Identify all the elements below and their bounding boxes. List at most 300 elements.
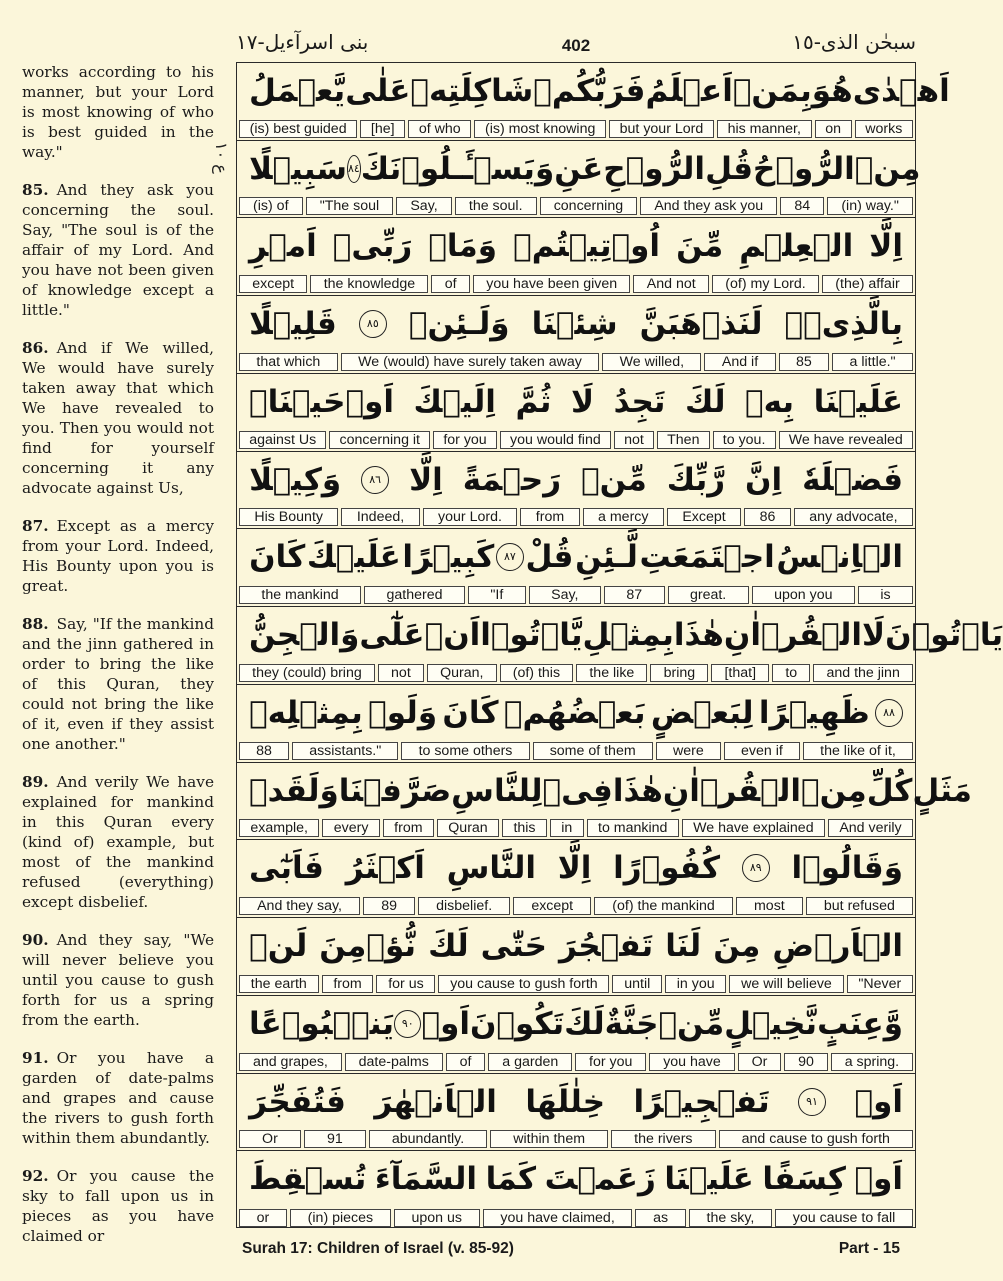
english-gloss-cell: Quran,: [427, 664, 497, 682]
arabic-word: خِلٰلَهَا: [525, 1083, 606, 1120]
english-gloss-cell: even if: [724, 742, 800, 760]
verse-number: 88.: [22, 615, 49, 633]
arabic-word: بِمَنۡ: [732, 73, 812, 109]
verse-row: [237, 296, 915, 374]
arabic-word: نُّؤۡمِنَ: [319, 928, 417, 965]
english-gloss-cell: we will believe: [729, 975, 843, 993]
arabic-word: لَنَذۡهَبَنَّ: [639, 306, 763, 343]
english-gloss-cell: in you: [665, 975, 726, 993]
english-gloss-cell: and grapes,: [239, 1053, 342, 1071]
english-gloss-cell: for you: [433, 431, 497, 449]
english-gloss-line: [239, 897, 913, 915]
english-gloss-cell: except: [239, 275, 307, 293]
english-gloss-cell: on: [815, 120, 852, 138]
english-gloss-line: [239, 1053, 913, 1071]
translation-text: Say, "If the mankind and the jinn gathered in order to bring the like of this Quran, they could not bring the like of it, even if they assist one another.": [22, 615, 214, 753]
english-gloss-cell: Then: [657, 431, 710, 449]
english-gloss-cell: most: [736, 897, 803, 915]
english-gloss-cell: you cause to fall: [775, 1209, 913, 1227]
translation-paragraph: [22, 62, 214, 162]
english-gloss-cell: the like of it,: [803, 742, 913, 760]
english-gloss-cell: for us: [376, 975, 435, 993]
arabic-word: مِنۡ: [854, 150, 921, 187]
english-gloss-cell: works: [855, 120, 913, 138]
english-gloss-cell: the rivers: [611, 1130, 715, 1148]
english-gloss-cell: but your Lord: [609, 120, 714, 138]
ayah-marker: ٨٦: [361, 466, 389, 494]
english-gloss-cell: His Bounty: [239, 508, 338, 526]
english-gloss-line: [239, 664, 913, 682]
arabic-word: اَوۡ: [854, 1161, 903, 1198]
english-gloss-line: [239, 819, 913, 837]
verse-number: 85.: [22, 181, 49, 199]
english-gloss-cell: from: [520, 508, 579, 526]
english-gloss-cell: (is) most knowing: [474, 120, 606, 138]
arabic-word: لَا: [862, 617, 886, 654]
part-number: Part - 15: [838, 1240, 900, 1257]
arabic-word: تَفۡجُرَ: [559, 928, 654, 965]
translation-text: And verily We have explained for mankind in this Quran every (kind of) example, but most of the mankind refused (everything) except disbelief.: [22, 773, 214, 911]
ayah-marker: ٨٥: [359, 310, 387, 338]
arabic-word: فَرَبُّكُمۡ: [533, 73, 646, 109]
english-gloss-cell: but refused: [806, 897, 913, 915]
english-gloss-line: [239, 120, 913, 138]
verse-row: [237, 452, 915, 530]
english-gloss-cell: a little.": [832, 353, 913, 371]
arabic-word: اَوۡحَيۡنَاۤ: [249, 383, 394, 420]
english-gloss-cell: were: [656, 742, 721, 760]
arabic-line: [237, 685, 915, 741]
english-gloss-cell: to some others: [401, 742, 529, 760]
english-gloss-cell: a mercy: [583, 508, 664, 526]
arabic-word: مِنَ: [713, 928, 761, 965]
arabic-word: بِمِثۡلِ: [582, 617, 674, 654]
english-gloss-cell: of: [431, 275, 469, 293]
english-gloss-cell: [that]: [711, 664, 769, 682]
english-gloss-cell: to: [772, 664, 810, 682]
arabic-word: الۡقُرۡاٰنِ: [662, 772, 801, 809]
translation-paragraph: [22, 930, 214, 1030]
arabic-word: اجۡتَمَعَتِ: [639, 539, 775, 576]
english-gloss-cell: upon you: [752, 586, 855, 604]
arabic-word: قُلْ: [525, 539, 574, 576]
english-gloss-line: [239, 275, 913, 293]
arabic-word: وَّعِنَبٍ: [817, 1005, 903, 1042]
page-header: [236, 30, 916, 60]
arabic-line: [237, 1151, 915, 1207]
arabic-line: [237, 141, 921, 197]
arabic-word: جَنَّةٌ: [604, 1005, 659, 1042]
english-gloss-cell: Quran: [437, 819, 499, 837]
arabic-word: لَّـئِنِ: [575, 539, 638, 576]
english-gloss-cell: the like: [576, 664, 647, 682]
arabic-line: [237, 918, 915, 974]
translation-text: And they say, "We will never believe you until you cause to gush forth for us a spring from the earth.: [22, 931, 214, 1029]
english-gloss-cell: except: [513, 897, 591, 915]
arabic-word: اَوۡ: [421, 1005, 470, 1042]
arabic-word: مِّنۡ: [658, 1005, 725, 1042]
english-gloss-cell: Except: [667, 508, 741, 526]
ayah-marker: ٩٠: [394, 1010, 421, 1038]
arabic-word: ثُمَّ: [515, 383, 552, 420]
verse-row: [237, 918, 915, 996]
arabic-word: وَلَوۡ: [368, 694, 438, 731]
english-gloss-line: [239, 742, 913, 760]
english-gloss-cell: any advocate,: [794, 508, 913, 526]
arabic-line: [237, 452, 915, 508]
arabic-word: كَانَ: [442, 694, 499, 731]
arabic-word: تُسۡقِطَ: [249, 1161, 367, 1198]
verse-row: [237, 218, 915, 296]
english-gloss-cell: (of) my Lord.: [712, 275, 819, 293]
english-gloss-cell: (is) best guided: [239, 120, 357, 138]
english-gloss-cell: you cause to gush forth: [438, 975, 609, 993]
verse-number: 86.: [22, 339, 49, 357]
arabic-word: الۡاَرۡضِ: [772, 928, 903, 965]
arabic-word: لَكَ: [564, 1005, 605, 1042]
english-gloss-cell: And if: [704, 353, 775, 371]
translation-text: And if We willed, We would have surely taken away that which We have revealed to you. Then you would not find for yourself concerning it any advocate against Us,: [22, 339, 214, 497]
english-gloss-cell: within them: [490, 1130, 608, 1148]
english-gloss-cell: We (would) have surely taken away: [341, 353, 600, 371]
english-gloss-line: [239, 353, 913, 371]
arabic-line: [237, 529, 915, 585]
arabic-word: يَاۡتُوۡنَ: [885, 617, 1003, 654]
translation-paragraph: [22, 516, 214, 596]
english-gloss-cell: (the) affair: [822, 275, 913, 293]
english-gloss-cell: concerning: [540, 197, 638, 215]
arabic-word: تَفۡجِيۡرًا: [633, 1083, 770, 1120]
ayah-marker: ٨٧: [496, 543, 524, 571]
english-gloss-cell: the mankind: [239, 586, 361, 604]
surah-reference: Surah 17: Children of Israel (v. 85-92): [242, 1240, 514, 1257]
english-gloss-cell: you have: [649, 1053, 734, 1071]
english-gloss-line: [239, 508, 913, 526]
english-gloss-line: [239, 197, 913, 215]
arabic-word: لِبَعۡضٍ: [650, 694, 754, 731]
english-gloss-cell: Indeed,: [341, 508, 419, 526]
english-gloss-cell: that which: [239, 353, 338, 371]
arabic-word: صَرَّفۡنَا: [338, 772, 452, 809]
english-gloss-cell: until: [612, 975, 662, 993]
arabic-word: هٰذَا: [612, 772, 663, 809]
english-gloss-cell: the earth: [239, 975, 319, 993]
arabic-word: رَّبِّكَ: [666, 461, 726, 498]
english-gloss-cell: [he]: [360, 120, 405, 138]
arabic-word: رَحۡمَةً: [462, 461, 562, 498]
english-gloss-cell: (in) pieces: [290, 1209, 391, 1227]
verse-number: 91.: [22, 1049, 49, 1067]
english-gloss-cell: you have claimed,: [483, 1209, 633, 1227]
arabic-word: اَهۡدٰى: [852, 73, 950, 109]
english-gloss-cell: and cause to gush forth: [719, 1130, 913, 1148]
verse-row: [237, 840, 915, 918]
english-gloss-cell: from: [322, 975, 374, 993]
arabic-word: لَا: [570, 383, 595, 420]
english-gloss-cell: against Us: [239, 431, 326, 449]
english-gloss-line: [239, 975, 913, 993]
english-gloss-cell: 88: [239, 742, 289, 760]
arabic-line: [237, 1074, 915, 1130]
arabic-word: تَجِدُ: [613, 383, 666, 420]
english-gloss-line: [239, 1209, 913, 1227]
arabic-word: اَوۡ: [854, 1083, 903, 1120]
arabic-word: وَالۡجِنُّ: [249, 617, 360, 654]
ruku-marker: ع ١٠: [212, 142, 231, 174]
english-gloss-cell: bring: [650, 664, 708, 682]
arabic-line: [237, 996, 915, 1052]
ayah-marker: ٨٩: [742, 854, 770, 882]
arabic-word: عَلَيۡنَا: [664, 1161, 754, 1198]
english-gloss-cell: you would find: [500, 431, 611, 449]
arabic-word: اِلَّا: [869, 228, 903, 265]
arabic-word: بِمِثۡلِهٖ: [249, 694, 363, 731]
arabic-word: عَلٰى: [345, 73, 411, 109]
arabic-word: قُلِ: [705, 150, 754, 187]
verse-row: [237, 607, 1003, 685]
english-gloss-cell: gathered: [364, 586, 465, 604]
arabic-word: الۡعِلۡمِ: [739, 228, 854, 265]
arabic-word: فَضۡلَهٗ: [802, 461, 903, 498]
arabic-word: السَّمَآءَ: [374, 1161, 477, 1198]
english-gloss-cell: or: [239, 1209, 287, 1227]
translation-paragraph: [22, 1048, 214, 1148]
english-gloss-cell: Or: [738, 1053, 782, 1071]
arabic-word: لَكَ: [428, 928, 469, 965]
arabic-word: عَلَيۡنَا: [813, 383, 903, 420]
arabic-word: يَّعۡمَلُ: [249, 73, 346, 109]
english-gloss-cell: 85: [779, 353, 830, 371]
arabic-word: ظَهِيۡرًا: [758, 694, 870, 731]
arabic-word: اَمۡرِ: [249, 228, 317, 265]
arabic-word: كَمَا: [485, 1161, 537, 1198]
english-gloss-cell: every: [322, 819, 379, 837]
english-gloss-cell: 89: [363, 897, 415, 915]
english-gloss-cell: "Never: [847, 975, 913, 993]
english-gloss-cell: 87: [604, 586, 665, 604]
arabic-word: مِنۡ: [801, 772, 867, 809]
arabic-word: كِسَفًا: [762, 1161, 846, 1198]
translation-paragraph: [22, 180, 214, 320]
english-gloss-cell: as: [635, 1209, 685, 1227]
english-gloss-cell: Say,: [396, 197, 452, 215]
arabic-word: شِئۡنَا: [531, 306, 618, 343]
verse-number: 87.: [22, 517, 49, 535]
english-gloss-cell: (of) this: [500, 664, 574, 682]
translation-paragraph: [22, 338, 214, 498]
english-gloss-cell: the sky,: [689, 1209, 772, 1227]
juz-name-arabic: سبحٰن الذی-١٥: [792, 30, 916, 54]
english-gloss-line: [239, 431, 913, 449]
arabic-word: لِلنَّاسِ: [451, 772, 543, 809]
arabic-word: سَبِيۡلًا: [249, 150, 347, 187]
arabic-word: وَقَالُوۡا: [791, 850, 903, 887]
ayah-marker: ٨٤: [347, 155, 361, 183]
english-gloss-line: [239, 1130, 913, 1148]
english-gloss-cell: this: [502, 819, 547, 837]
english-gloss-cell: "If: [468, 586, 526, 604]
arabic-word: اِلَّا: [409, 461, 443, 498]
translation-paragraph: [22, 772, 214, 912]
arabic-word: تَكُوۡنَ: [469, 1005, 565, 1042]
translation-paragraph: [22, 614, 214, 754]
arabic-line: [237, 296, 915, 352]
english-gloss-cell: (is) of: [239, 197, 303, 215]
english-gloss-cell: We have explained: [682, 819, 825, 837]
english-gloss-cell: And verily: [828, 819, 913, 837]
arabic-word: اِلَيۡكَ: [413, 383, 496, 420]
verse-row: [237, 141, 921, 219]
verse-row: [237, 763, 972, 841]
arabic-word: يَّاۡتُوۡا: [480, 617, 583, 654]
ayah-marker: ٩١: [798, 1088, 826, 1116]
english-gloss-cell: in: [550, 819, 584, 837]
ayah-marker: ٨٨: [875, 699, 903, 727]
english-gloss-cell: date-palms: [345, 1053, 443, 1071]
english-gloss-cell: And they say,: [239, 897, 360, 915]
english-gloss-cell: abundantly.: [369, 1130, 487, 1148]
arabic-word: وَلَقَدۡ: [249, 772, 339, 809]
english-gloss-cell: you have been given: [473, 275, 631, 293]
english-gloss-cell: Say,: [529, 586, 601, 604]
arabic-line: [237, 63, 950, 119]
verse-row: [237, 996, 915, 1074]
arabic-word: بِهٖ: [745, 383, 795, 420]
arabic-word: عَنِ: [554, 150, 604, 187]
translation-text: Or you have a garden of date-palms and grapes and cause the rivers to gush forth within them abundantly.: [22, 1049, 214, 1147]
english-gloss-cell: not: [614, 431, 654, 449]
english-gloss-cell: for you: [575, 1053, 646, 1071]
arabic-word: فِىۡ: [542, 772, 613, 809]
arabic-word: بَعۡضُهُمۡ: [503, 694, 646, 731]
english-gloss-cell: and the jinn: [813, 664, 913, 682]
arabic-word: النَّاسِ: [446, 850, 536, 887]
arabic-word: كَبِيۡرًا: [402, 539, 495, 576]
english-gloss-cell: from: [383, 819, 434, 837]
translation-text: And they ask you concerning the soul. Say, "The soul is of the affair of my Lord. And you have not been given of knowledge except a little.": [22, 181, 214, 319]
verse-row: [237, 1074, 915, 1152]
english-gloss-cell: "The soul: [306, 197, 394, 215]
verse-number: 92.: [22, 1167, 49, 1185]
word-by-word-grid: [236, 62, 1003, 1228]
verse-row: [237, 374, 915, 452]
verse-row: [237, 529, 915, 607]
arabic-line: [237, 763, 972, 819]
english-gloss-cell: a garden: [488, 1053, 572, 1071]
arabic-line: [237, 607, 1003, 663]
arabic-word: حَتّٰى: [480, 928, 547, 965]
arabic-line: [237, 840, 915, 896]
arabic-word: قَلِيۡلًا: [249, 306, 337, 343]
translation-paragraph: [22, 1166, 214, 1246]
english-gloss-cell: 84: [780, 197, 824, 215]
arabic-word: الرُّوۡحُ: [753, 150, 855, 187]
arabic-word: اَنۡ: [424, 617, 481, 654]
arabic-word: شَاكِلَتِهٖ: [410, 73, 534, 109]
arabic-word: مِّنَ: [676, 228, 724, 265]
arabic-word: اُوۡتِيۡتُمۡ: [513, 228, 661, 265]
surah-name-arabic: بنی اسرآءیل-١٧: [236, 30, 369, 54]
verse-number: 90.: [22, 931, 49, 949]
verse-row: [237, 1151, 915, 1229]
arabic-word: وَمَاۤ: [428, 228, 498, 265]
translation-text: Except as a mercy from your Lord. Indeed, His Bounty upon you is great.: [22, 517, 214, 595]
english-gloss-cell: 86: [744, 508, 791, 526]
english-gloss-cell: they (could) bring: [239, 664, 375, 682]
arabic-word: كُفُوۡرًا: [613, 850, 721, 887]
arabic-word: فَاَبٰٓى: [249, 850, 324, 887]
english-gloss-cell: a spring.: [831, 1053, 913, 1071]
arabic-word: اِنَّ: [745, 461, 783, 498]
arabic-word: اِلَّا: [557, 850, 592, 887]
english-gloss-cell: 91: [304, 1130, 366, 1148]
arabic-word: فَتُفَجِّرَ: [249, 1083, 346, 1120]
arabic-word: زَعَمۡتَ: [544, 1161, 656, 1198]
english-gloss-cell: Or: [239, 1130, 301, 1148]
arabic-word: مَثَلٍ: [912, 772, 972, 809]
english-gloss-cell: And they ask you: [640, 197, 777, 215]
english-gloss-cell: concerning it: [329, 431, 430, 449]
arabic-word: يَنۡۢبُوۡعًا: [249, 1005, 395, 1042]
english-gloss-cell: example,: [239, 819, 319, 837]
arabic-word: الرُّوۡحِ: [603, 150, 706, 187]
arabic-word: لَنۡ: [249, 928, 308, 965]
arabic-word: لَنَا: [665, 928, 702, 965]
english-gloss-cell: his manner,: [717, 120, 812, 138]
english-gloss-cell: assistants.": [292, 742, 398, 760]
arabic-word: كُلِّ: [866, 772, 913, 809]
arabic-word: لَكَ: [684, 383, 726, 420]
english-gloss-cell: of: [446, 1053, 486, 1071]
arabic-word: هُوَ: [811, 73, 853, 109]
english-gloss-cell: some of them: [533, 742, 653, 760]
arabic-line: [237, 374, 915, 430]
arabic-word: مِّنۡ: [581, 461, 647, 498]
arabic-word: الۡاِنۡسُ: [776, 539, 903, 576]
english-gloss-cell: (of) the mankind: [594, 897, 733, 915]
english-gloss-cell: the soul.: [455, 197, 537, 215]
arabic-word: وَلَـئِنۡ: [408, 306, 510, 343]
arabic-word: عَلٰٓى: [359, 617, 425, 654]
arabic-word: اَكۡثَرُ: [345, 850, 425, 887]
english-gloss-cell: is: [858, 586, 913, 604]
verse-number: 89.: [22, 773, 49, 791]
arabic-word: هٰذَا: [673, 617, 724, 654]
page-number: 402: [561, 36, 591, 55]
english-gloss-cell: And not: [633, 275, 709, 293]
arabic-word: وَكِيۡلًا: [249, 461, 342, 498]
english-gloss-cell: of who: [408, 120, 471, 138]
arabic-word: رَبِّىۡ: [332, 228, 413, 265]
arabic-word: الۡقُرۡاٰنِ: [723, 617, 863, 654]
english-gloss-cell: to mankind: [587, 819, 679, 837]
english-gloss-cell: upon us: [394, 1209, 480, 1227]
verse-row: [237, 63, 950, 141]
translation-text: works according to his manner, but your Lord is most knowing of who is best guided in the way.": [22, 63, 214, 161]
english-gloss-cell: We willed,: [602, 353, 701, 371]
english-gloss-cell: disbelief.: [418, 897, 510, 915]
verse-row: [237, 685, 915, 763]
english-gloss-cell: to you.: [713, 431, 776, 449]
arabic-word: عَلَيۡكَ: [306, 539, 401, 576]
english-gloss-cell: We have revealed: [779, 431, 913, 449]
english-gloss-cell: 90: [784, 1053, 828, 1071]
english-gloss-line: [239, 586, 913, 604]
translation-column: [22, 62, 214, 1264]
arabic-word: كَانَ: [249, 539, 306, 576]
english-gloss-cell: your Lord.: [423, 508, 518, 526]
arabic-word: وَيَسۡـَٔـلُوۡنَكَ: [360, 150, 555, 187]
